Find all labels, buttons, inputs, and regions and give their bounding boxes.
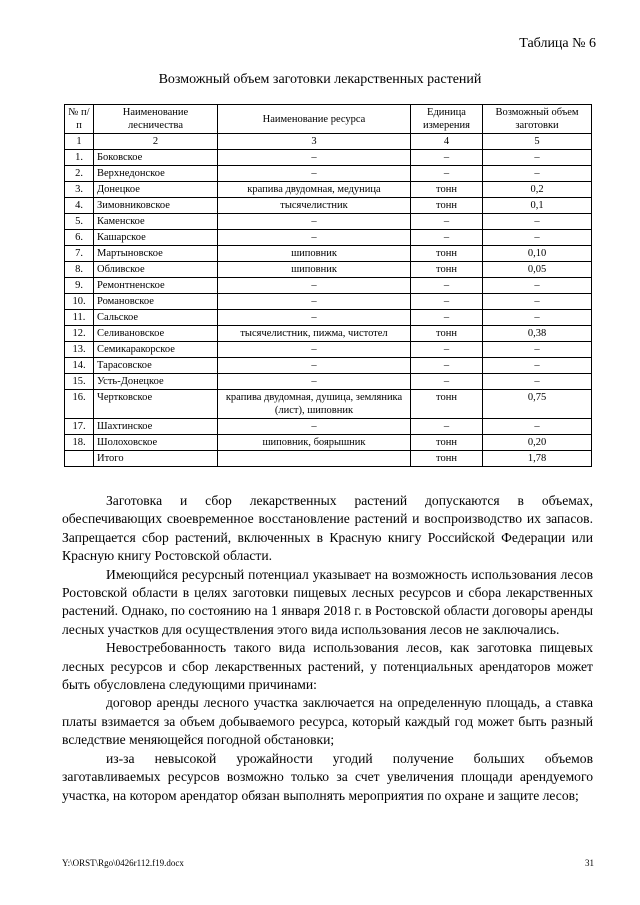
- volume-cell: –: [483, 230, 592, 246]
- paragraph: из-за невысокой урожайности угодий получение больших объемов заготавливаемых ресурсов возможно только за счет увеличения площади арендуемого участка, на котором арендатор обязан выполнять мероприятия по охране и защите лесов;: [62, 750, 593, 803]
- table-row: [65, 358, 592, 374]
- resource-name: тысячелистник, пижма, чистотел: [218, 326, 411, 342]
- unit-cell: тонн: [411, 198, 483, 214]
- unit-cell: тонн: [411, 390, 483, 419]
- volume-cell: –: [483, 166, 592, 182]
- row-num: 6.: [65, 230, 94, 246]
- page-number: 31: [585, 858, 594, 868]
- header-forestry: Наименование лесничества: [94, 105, 218, 134]
- volume-cell: –: [483, 310, 592, 326]
- resource-name: –: [218, 278, 411, 294]
- forestry-name: Зимовниковское: [94, 198, 218, 214]
- row-num: 16.: [65, 390, 94, 419]
- forestry-name: Каменское: [94, 214, 218, 230]
- resource-name: шиповник: [218, 246, 411, 262]
- forestry-name: Обливское: [94, 262, 218, 278]
- unit-cell: тонн: [411, 182, 483, 198]
- column-number: 2: [94, 134, 218, 150]
- volume-cell: –: [483, 374, 592, 390]
- table-row: [65, 150, 592, 166]
- unit-cell: –: [411, 294, 483, 310]
- forestry-name: Донецкое: [94, 182, 218, 198]
- volume-cell: 0,05: [483, 262, 592, 278]
- resource-name: –: [218, 294, 411, 310]
- table-row: [65, 435, 592, 451]
- total-row: [65, 451, 592, 467]
- footer-file-path: Y:\ORST\Rgo\0426r112.f19.docx: [62, 858, 184, 868]
- resource-name: –: [218, 342, 411, 358]
- header-unit: Единица измерения: [411, 105, 483, 134]
- table-row: [65, 246, 592, 262]
- resource-name: шиповник: [218, 262, 411, 278]
- total-resource-cell: [218, 451, 411, 467]
- table-row: [65, 230, 592, 246]
- forestry-name: Сальское: [94, 310, 218, 326]
- row-num: 3.: [65, 182, 94, 198]
- row-num: 14.: [65, 358, 94, 374]
- forestry-name: Селивановское: [94, 326, 218, 342]
- forestry-name: Тарасовское: [94, 358, 218, 374]
- forestry-name: Ремонтненское: [94, 278, 218, 294]
- unit-cell: –: [411, 214, 483, 230]
- total-unit: тонн: [411, 451, 483, 467]
- volume-cell: 0,2: [483, 182, 592, 198]
- row-num: 11.: [65, 310, 94, 326]
- volume-cell: –: [483, 278, 592, 294]
- table-body: [65, 150, 592, 451]
- total-num-cell: [65, 451, 94, 467]
- table-row: [65, 310, 592, 326]
- resource-name: крапива двудомная, душица, земляника (лист), шиповник: [218, 390, 411, 419]
- unit-cell: тонн: [411, 262, 483, 278]
- unit-cell: –: [411, 358, 483, 374]
- volume-cell: –: [483, 358, 592, 374]
- resource-name: –: [218, 310, 411, 326]
- unit-cell: –: [411, 278, 483, 294]
- forestry-name: Романовское: [94, 294, 218, 310]
- volume-cell: –: [483, 342, 592, 358]
- volume-cell: 0,38: [483, 326, 592, 342]
- volume-cell: 0,20: [483, 435, 592, 451]
- column-number: 1: [65, 134, 94, 150]
- resource-name: –: [218, 150, 411, 166]
- paragraph: Имеющийся ресурсный потенциал указывает на возможность использования лесов Ростовской области в целях заготовки пищевых лесных ресурсов и сбора лекарственных растений. Однако, по состоянию на 1 января 2018 г. в Ростовской области договоры аренды лесных участков для осуществления этого вида использования лесов не заключались.: [62, 566, 593, 637]
- forage-volume-table: [64, 104, 592, 467]
- forestry-name: Чертковское: [94, 390, 218, 419]
- column-number: 4: [411, 134, 483, 150]
- forestry-name: Усть-Донецкое: [94, 374, 218, 390]
- row-num: 13.: [65, 342, 94, 358]
- header-num: № п/п: [65, 105, 94, 134]
- row-num: 5.: [65, 214, 94, 230]
- paragraph: Заготовка и сбор лекарственных растений допускаются в объемах, обеспечивающих своевременное восстановление растений и воспроизводство их запасов. Запрещается сбор растений, включенных в Красную книгу Российской Федерации или Красную книгу Ростовской области.: [62, 493, 593, 564]
- unit-cell: тонн: [411, 246, 483, 262]
- forestry-name: Мартыновское: [94, 246, 218, 262]
- table-title: Возможный объем заготовки лекарственных растений: [158, 72, 482, 87]
- table-row: [65, 294, 592, 310]
- column-number: 5: [483, 134, 592, 150]
- forestry-name: Шолоховское: [94, 435, 218, 451]
- table-row: [65, 278, 592, 294]
- table-row: [65, 166, 592, 182]
- header-row: [65, 105, 592, 134]
- paragraph: договор аренды лесного участка заключается на определенную площадь, а ставка платы взимается за объем добываемого ресурса, который каждый год может быть разный вследствие меняющейся погодной обстановки;: [62, 695, 593, 748]
- total-volume: 1,78: [483, 451, 592, 467]
- row-num: 7.: [65, 246, 94, 262]
- table-number: Таблица № 6: [519, 36, 596, 51]
- forestry-name: Семикаракорское: [94, 342, 218, 358]
- forestry-name: Шахтинское: [94, 419, 218, 435]
- forestry-name: Боковское: [94, 150, 218, 166]
- resource-name: –: [218, 214, 411, 230]
- unit-cell: –: [411, 150, 483, 166]
- volume-cell: –: [483, 150, 592, 166]
- column-number: 3: [218, 134, 411, 150]
- row-num: 9.: [65, 278, 94, 294]
- unit-cell: –: [411, 230, 483, 246]
- row-num: 1.: [65, 150, 94, 166]
- unit-cell: –: [411, 374, 483, 390]
- resource-name: –: [218, 374, 411, 390]
- table-row: [65, 262, 592, 278]
- resource-name: –: [218, 419, 411, 435]
- table-row: [65, 419, 592, 435]
- table-row: [65, 198, 592, 214]
- column-number-row: [65, 134, 592, 150]
- unit-cell: тонн: [411, 435, 483, 451]
- volume-cell: 0,10: [483, 246, 592, 262]
- table-row: [65, 342, 592, 358]
- row-num: 12.: [65, 326, 94, 342]
- header-volume: Возможный объем заготовки: [483, 105, 592, 134]
- table-row: [65, 390, 592, 419]
- resource-name: –: [218, 358, 411, 374]
- resource-name: крапива двудомная, медуница: [218, 182, 411, 198]
- unit-cell: –: [411, 166, 483, 182]
- volume-cell: 0,1: [483, 198, 592, 214]
- paragraph: Невостребованность такого вида использования лесов, как заготовка пищевых лесных ресурсов и сбор лекарственных растений, у потенциальных арендаторов может быть обусловлена следующими причинами:: [62, 640, 593, 693]
- unit-cell: –: [411, 419, 483, 435]
- forestry-name: Кашарское: [94, 230, 218, 246]
- row-num: 15.: [65, 374, 94, 390]
- table-row: [65, 374, 592, 390]
- row-num: 18.: [65, 435, 94, 451]
- row-num: 10.: [65, 294, 94, 310]
- row-num: 8.: [65, 262, 94, 278]
- volume-cell: –: [483, 294, 592, 310]
- table-row: [65, 214, 592, 230]
- header-resource: Наименование ресурса: [218, 105, 411, 134]
- table-row: [65, 182, 592, 198]
- volume-cell: –: [483, 214, 592, 230]
- unit-cell: тонн: [411, 326, 483, 342]
- resource-name: шиповник, боярышник: [218, 435, 411, 451]
- table-row: [65, 326, 592, 342]
- row-num: 4.: [65, 198, 94, 214]
- resource-name: –: [218, 230, 411, 246]
- unit-cell: –: [411, 310, 483, 326]
- forestry-name: Верхнедонское: [94, 166, 218, 182]
- row-num: 17.: [65, 419, 94, 435]
- resource-name: –: [218, 166, 411, 182]
- volume-cell: 0,75: [483, 390, 592, 419]
- resource-name: тысячелистник: [218, 198, 411, 214]
- total-label: Итого: [94, 451, 218, 467]
- unit-cell: –: [411, 342, 483, 358]
- volume-cell: –: [483, 419, 592, 435]
- body-text: [62, 492, 593, 805]
- row-num: 2.: [65, 166, 94, 182]
